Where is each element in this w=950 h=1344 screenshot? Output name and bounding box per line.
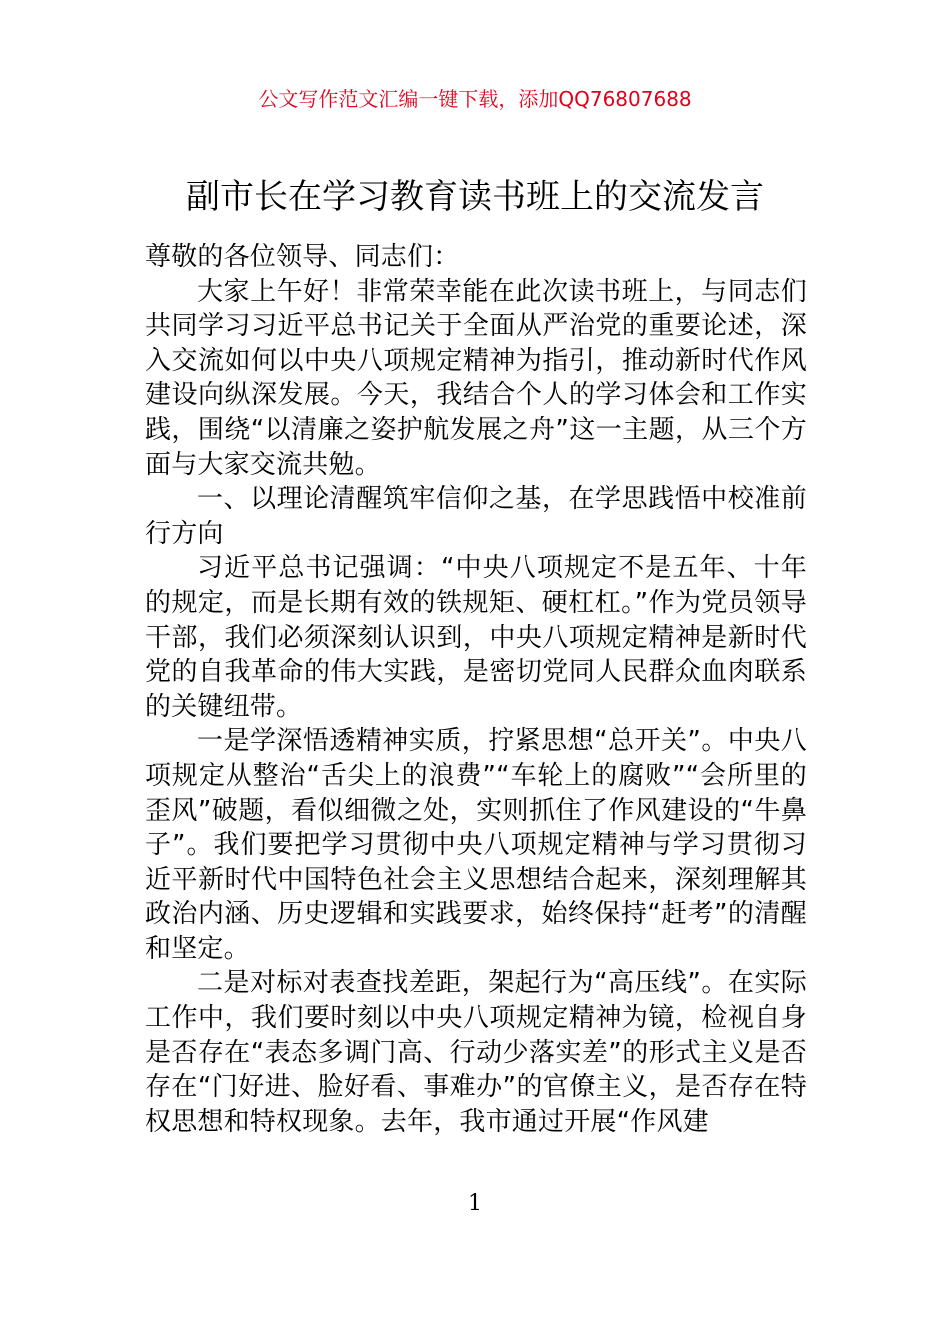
paragraph-opening: 大家上午好！非常荣幸能在此次读书班上，与同志们共同学习习近平总书记关于全面从严治党的重要论述，深入交流如何以中央八项规定精神为指引，推动新时代作风建设向纵深发展。今天，我结合个人的学习体会和工作实践，围绕“以清廉之姿护航发展之舟”这一主题，从三个方面与大家交流共勉。 — [145, 276, 807, 480]
paragraph-point-1: 一是学深悟透精神实质，拧紧思想“总开关”。中央八项规定从整治“舌尖上的浪费”“车轮上的腐败”“会所里的歪风”破题，看似细微之处，实则抓住了作风建设的“牛鼻子”。我们要把学习贯彻中央八项规定精神与学习贯彻习近平新时代中国特色社会主义思想结合起来，深刻理解其政治内涵、历史逻辑和实践要求，始终保持“赶考”的清醒和坚定。 — [145, 726, 807, 964]
page-number: 1 — [468, 1191, 482, 1216]
salutation: 尊敬的各位领导、同志们： — [145, 242, 460, 272]
paragraph-point-2: 二是对标对表查找差距，架起行为“高压线”。在实际工作中，我们要时刻以中央八项规定精神为镜，检视自身是否存在“表态多调门高、行动少落实差”的形式主义是否存在“门好进、脸好看、事难办”的官僚主义，是否存在特权思想和特权现象。去年，我市通过开展“作风建 — [145, 968, 807, 1137]
paragraph-quote: 习近平总书记强调：“中央八项规定不是五年、十年的规定，而是长期有效的铁规矩、硬杠杠。”作为党员领导干部，我们必须深刻认识到，中央八项规定精神是新时代党的自我革命的伟大实践，是密切党同人民群众血肉联系的关键纽带。 — [145, 553, 807, 722]
download-promo-note: 公文写作范文汇编一键下载，添加QQ76807688 — [258, 87, 692, 111]
section-heading-1: 一、以理论清醒筑牢信仰之基，在学思践悟中校准前行方向 — [145, 484, 807, 549]
document-body — [145, 240, 807, 1139]
document-title: 副市长在学习教育读书班上的交流发言 — [186, 177, 764, 217]
